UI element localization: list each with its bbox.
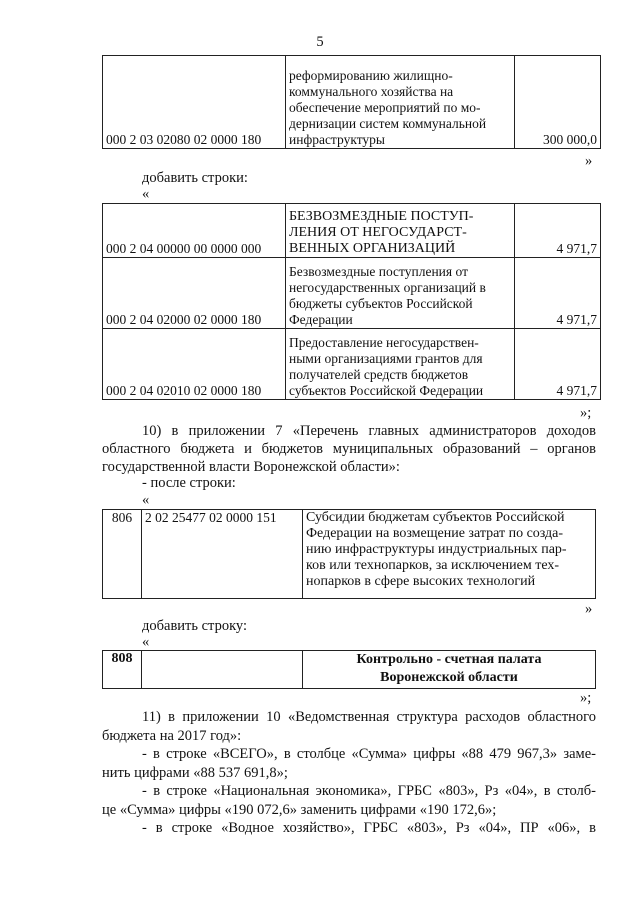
table-row xyxy=(103,56,601,149)
table-row xyxy=(103,510,596,599)
table-cell-code: 000 2 04 02010 02 0000 180 xyxy=(103,329,286,400)
paragraph-11: 11) в приложении 10 «Ведомственная структура расходов областного бюджета на 2017 год»: - в строке «ВСЕГО», в столбце «Сумма» цифры «88 479 967,3» заме- нить цифрами «88 537 691,8»; - в строке «Национальная экономика», ГРБС «803», Рз «04», в столб- це «Сумма» цифры «190 072,6» заменить цифрами «190 172,6»; - в строке «Водное хозяйство», ГРБС «803», Рз «04», ПР «06», в xyxy=(102,709,596,836)
table-cell-amount: 4 971,7 xyxy=(515,258,601,329)
revenue-table-2 xyxy=(102,203,601,400)
table-cell-description: БЕЗВОЗМЕЗДНЫЕ ПОСТУП- ЛЕНИЯ ОТ НЕГОСУДАРСТ- ВЕННЫХ ОРГАНИЗАЦИЙ xyxy=(286,204,515,258)
closing-quote: »; xyxy=(580,690,592,706)
paragraph-10: 10) в приложении 7 «Перечень главных администраторов доходов областного бюджета и бюджетов муниципальных образований – органов государственной власти Воронежской области»: xyxy=(102,423,596,475)
table-cell-amount: 300 000,0 xyxy=(515,56,601,149)
page-number: 5 xyxy=(316,34,324,50)
opening-quote: « xyxy=(142,492,150,508)
table-row xyxy=(103,329,601,400)
table-cell-amount: 4 971,7 xyxy=(515,204,601,258)
table-cell-description: Предоставление негосударствен- ными организациями грантов для получателей средств бюджетов субъектов Российской Федерации xyxy=(286,329,515,400)
table-cell-description: Субсидии бюджетам субъектов Российской Федерации на возмещение затрат по созда- нию инфраструктуры индустриальных пар- ков или технопарков, за исключением тех- нопарков в сфере высоких технологий xyxy=(303,510,596,599)
table-row xyxy=(103,204,601,258)
administrators-table-1 xyxy=(102,509,596,599)
table-cell-code: 000 2 03 02080 02 0000 180 xyxy=(103,56,286,149)
table-row xyxy=(103,258,601,329)
table-cell-kbk xyxy=(142,651,303,689)
table-cell-description: Безвозмездные поступления от негосударственных организаций в бюджеты субъектов Российской Федерации xyxy=(286,258,515,329)
revenue-table-1 xyxy=(102,55,601,149)
closing-quote: » xyxy=(585,153,593,169)
instruction-label: добавить строку: xyxy=(142,618,247,634)
table-row xyxy=(103,651,596,689)
opening-quote: « xyxy=(142,186,150,202)
table-cell-code: 000 2 04 02000 02 0000 180 xyxy=(103,258,286,329)
table-cell-amount: 4 971,7 xyxy=(515,329,601,400)
table-cell-description: реформированию жилищно- коммунального хозяйства на обеспечение мероприятий по мо- дернизации систем коммунальной инфраструктуры xyxy=(286,56,515,149)
table-cell-code: 806 xyxy=(103,510,142,599)
instruction-label: - после строки: xyxy=(142,475,236,491)
administrators-table-2 xyxy=(102,650,596,689)
table-cell-kbk: 2 02 25477 02 0000 151 xyxy=(142,510,303,599)
instruction-label: добавить строки: xyxy=(142,170,248,186)
closing-quote: »; xyxy=(580,405,592,421)
table-cell-code: 808 xyxy=(103,651,142,689)
opening-quote: « xyxy=(142,634,150,650)
closing-quote: » xyxy=(585,601,593,617)
table-cell-code: 000 2 04 00000 00 0000 000 xyxy=(103,204,286,258)
table-cell-description: Контрольно - счетная палата Воронежской области xyxy=(303,651,596,689)
